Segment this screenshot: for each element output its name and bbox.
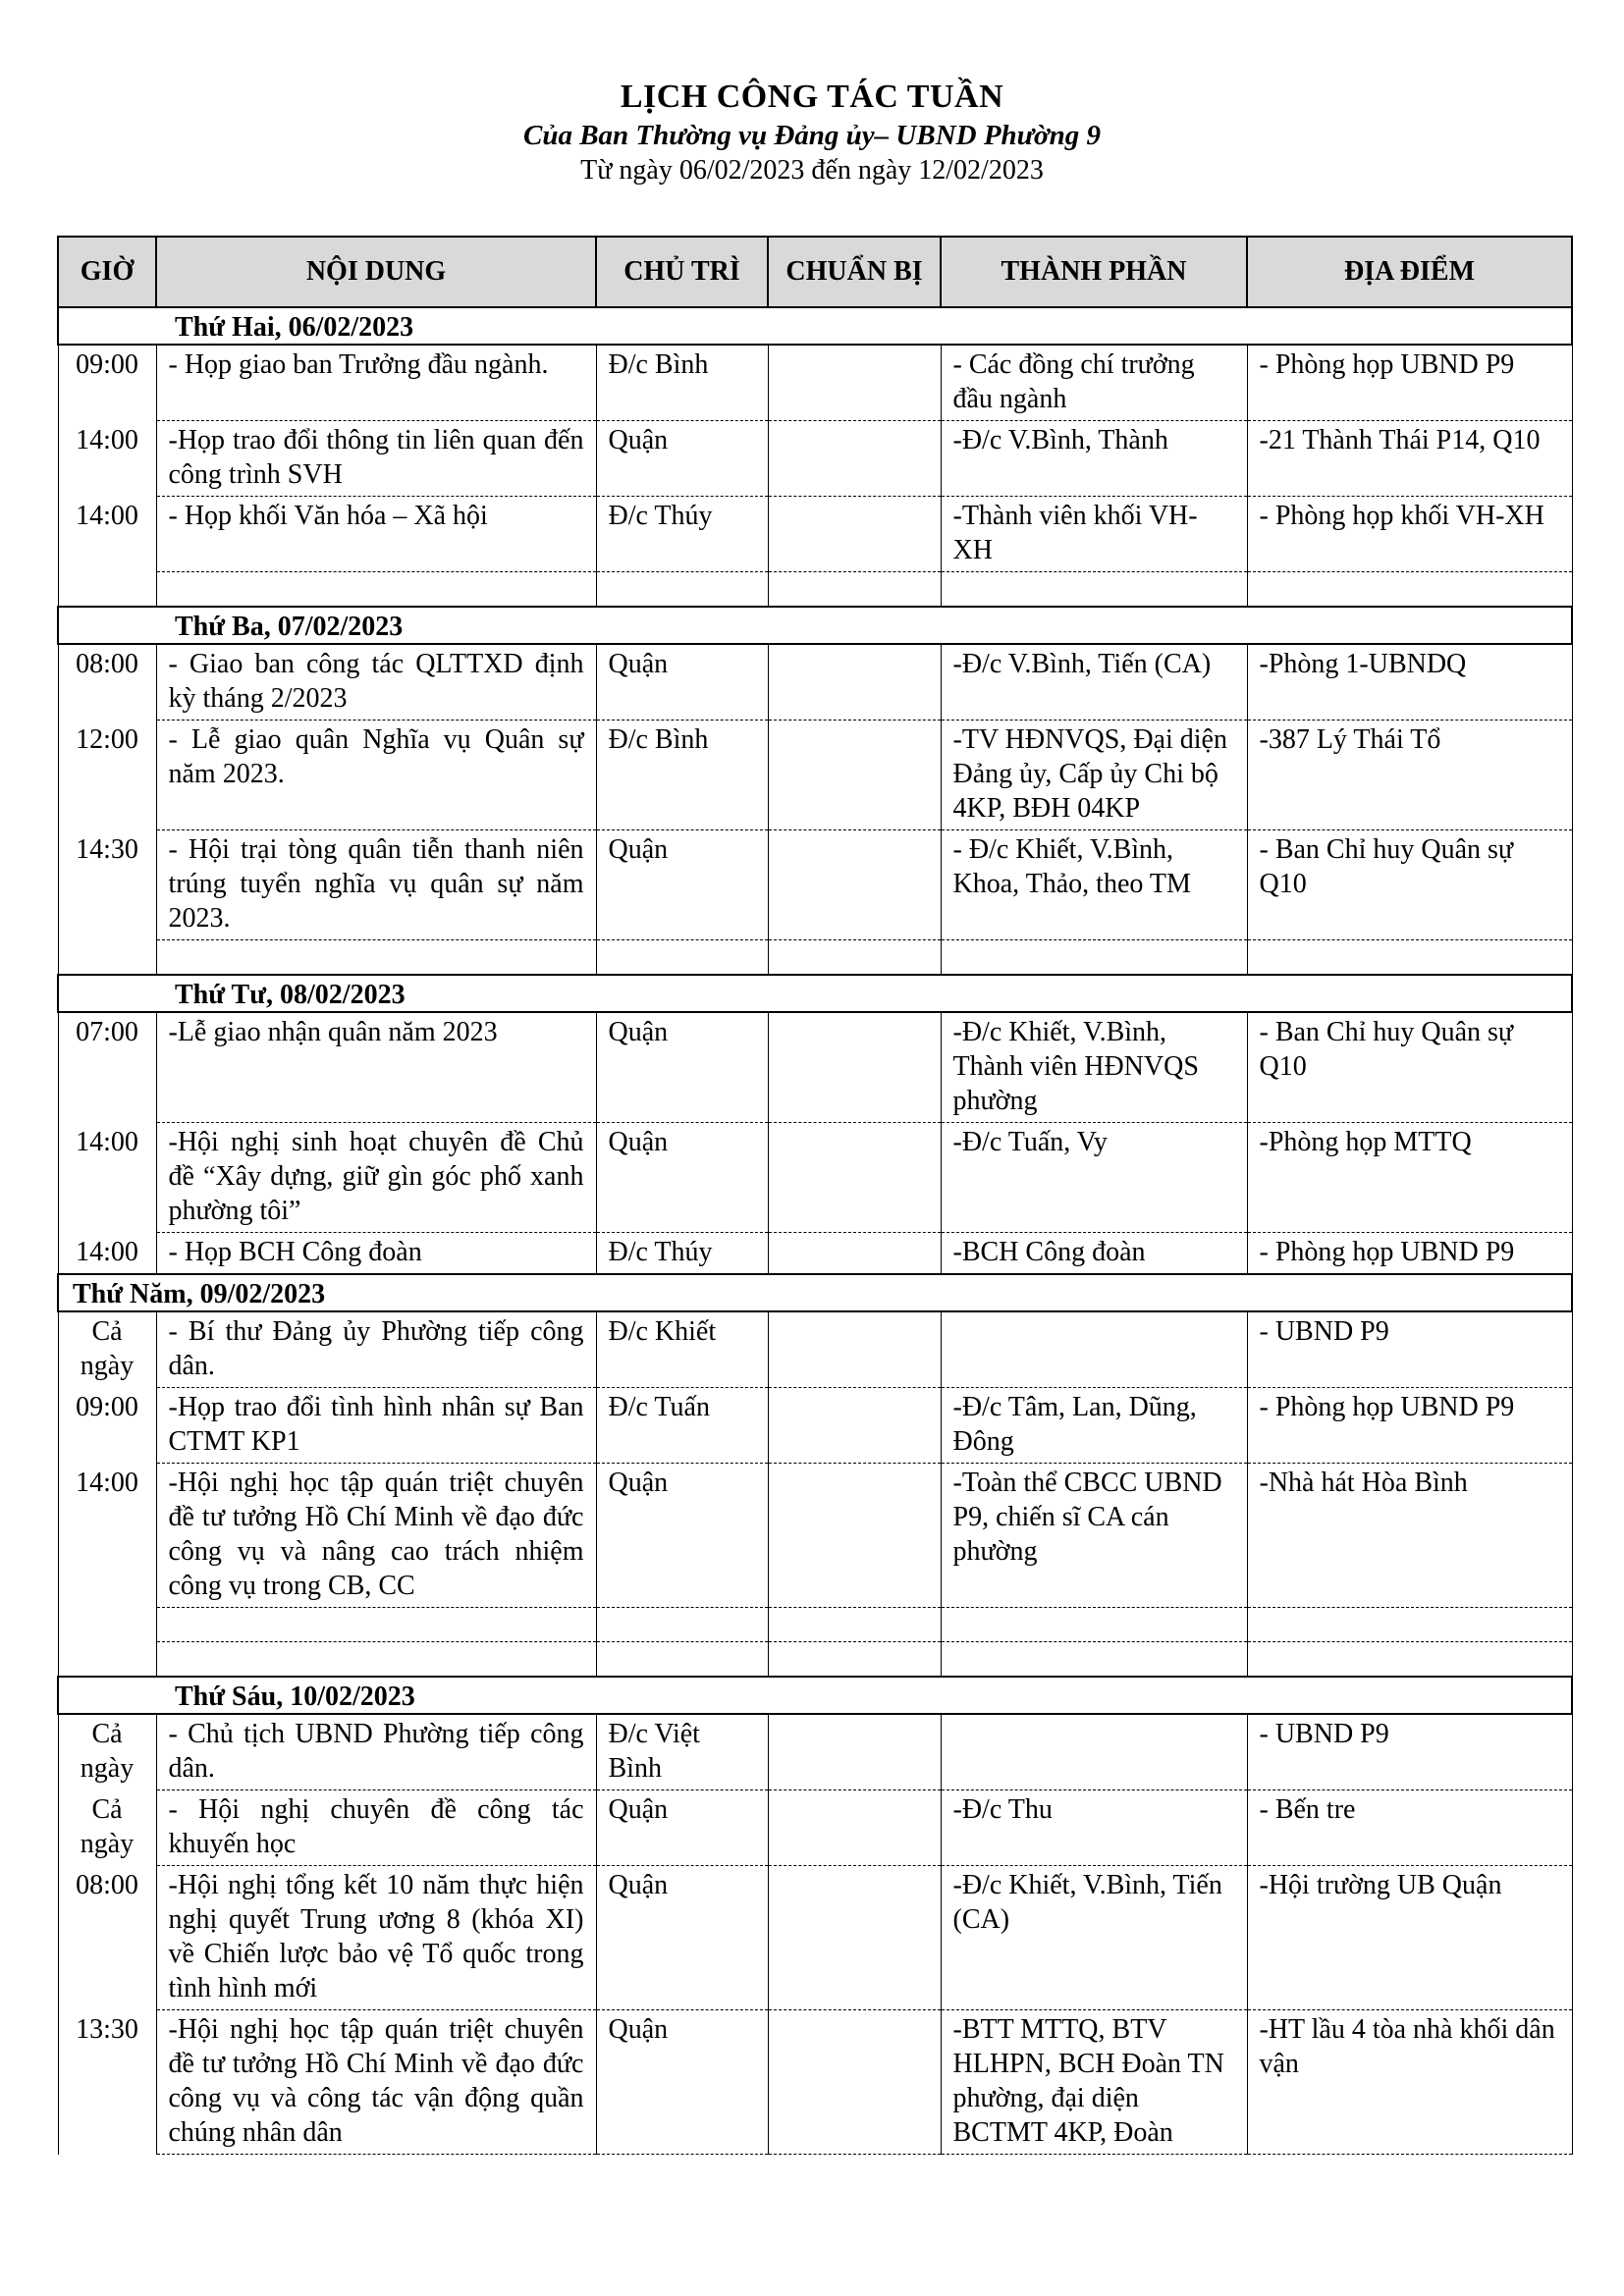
event-place: -Hội trường UB Quận [1247, 1866, 1572, 2010]
day-label: Thứ Năm, 09/02/2023 [73, 1279, 326, 1309]
day-row [58, 307, 1572, 345]
schedule-table [57, 236, 1573, 2155]
event-members: -Đ/c V.Bình, Tiến (CA) [941, 644, 1247, 721]
table-row [58, 830, 1572, 940]
event-members: -Đ/c Tâm, Lan, Dũng, Đông [941, 1388, 1247, 1464]
event-members: -TV HĐNVQS, Đại diện Đảng ủy, Cấp ủy Chi bộ 4KP, BĐH 04KP [941, 721, 1247, 830]
blank-row [58, 1608, 1572, 1642]
event-members [941, 1714, 1247, 1790]
event-content: - Hội trại tòng quân tiễn thanh niên trúng tuyển nghĩa vụ quân sự năm 2023. [156, 830, 596, 940]
event-prep [768, 644, 941, 721]
event-time: 14:00 [58, 497, 156, 572]
blank-row [58, 940, 1572, 976]
event-place: -21 Thành Thái P14, Q10 [1247, 421, 1572, 497]
table-row [58, 1123, 1572, 1233]
event-content: -Hội nghị học tập quán triệt chuyên đề tư tưởng Hồ Chí Minh về đạo đức công vụ và công tác vận động quần chúng nhân dân [156, 2010, 596, 2155]
table-row [58, 644, 1572, 721]
event-content: - Họp giao ban Trưởng đầu ngành. [156, 345, 596, 421]
blank-cell [596, 1642, 768, 1678]
blank-cell [768, 1642, 941, 1678]
blank-cell [156, 940, 596, 976]
event-prep [768, 1790, 941, 1866]
event-members: -Đ/c Khiết, V.Bình, Tiến (CA) [941, 1866, 1247, 2010]
header-chuan-bi: CHUẨN BỊ [768, 237, 941, 307]
event-place: -387 Lý Thái Tổ [1247, 721, 1572, 830]
event-place: -Nhà hát Hòa Bình [1247, 1464, 1572, 1608]
event-place: -Phòng 1-UBNDQ [1247, 644, 1572, 721]
event-chair: Quận [596, 2010, 768, 2155]
table-row [58, 1233, 1572, 1275]
blank-cell [768, 1608, 941, 1642]
day-row [58, 1677, 1572, 1714]
blank-cell [156, 1642, 596, 1678]
header-chu-tri: CHỦ TRÌ [596, 237, 768, 307]
table-row [58, 1714, 1572, 1790]
schedule-body [58, 307, 1572, 2155]
blank-cell [1247, 1608, 1572, 1642]
event-chair: Quận [596, 1123, 768, 1233]
event-time: 14:00 [58, 421, 156, 497]
event-place: - Phòng họp UBND P9 [1247, 345, 1572, 421]
event-place: - Phòng họp UBND P9 [1247, 1388, 1572, 1464]
event-place: - UBND P9 [1247, 1311, 1572, 1388]
event-prep [768, 1866, 941, 2010]
blank-cell [768, 940, 941, 976]
event-time: 09:00 [58, 345, 156, 421]
table-row [58, 1311, 1572, 1388]
event-chair: Đ/c Bình [596, 345, 768, 421]
document-header [0, 77, 1624, 188]
table-row [58, 2010, 1572, 2155]
event-content: - Chủ tịch UBND Phường tiếp công dân. [156, 1714, 596, 1790]
event-chair: Quận [596, 1012, 768, 1123]
table-row [58, 421, 1572, 497]
blank-cell [1247, 1642, 1572, 1678]
event-time: 14:00 [58, 1464, 156, 1608]
event-content: -Lễ giao nhận quân năm 2023 [156, 1012, 596, 1123]
table-row [58, 497, 1572, 572]
event-chair: Quận [596, 830, 768, 940]
event-time: 07:00 [58, 1012, 156, 1123]
blank-cell [58, 1642, 156, 1678]
event-content: - Họp khối Văn hóa – Xã hội [156, 497, 596, 572]
event-prep [768, 345, 941, 421]
event-members: - Đ/c Khiết, V.Bình, Khoa, Thảo, theo TM [941, 830, 1247, 940]
event-content: - Giao ban công tác QLTTXD định kỳ tháng 2/2023 [156, 644, 596, 721]
event-time: 14:30 [58, 830, 156, 940]
event-prep [768, 497, 941, 572]
event-content: - Hội nghị chuyên đề công tác khuyến học [156, 1790, 596, 1866]
event-prep [768, 1714, 941, 1790]
document-subtitle: Của Ban Thường vụ Đảng ủy– UBND Phường 9 [522, 120, 1101, 151]
header-noi-dung: NỘI DUNG [156, 237, 596, 307]
blank-cell [156, 572, 596, 608]
event-place: - Ban Chỉ huy Quân sự Q10 [1247, 1012, 1572, 1123]
blank-cell [768, 572, 941, 608]
blank-cell [1247, 572, 1572, 608]
blank-cell [941, 572, 1247, 608]
page-bottom-margin [0, 2211, 1624, 2296]
event-chair: Đ/c Khiết [596, 1311, 768, 1388]
table-row [58, 721, 1572, 830]
event-members: -Đ/c Thu [941, 1790, 1247, 1866]
event-prep [768, 1388, 941, 1464]
table-row [58, 1866, 1572, 2010]
event-place: - Phòng họp UBND P9 [1247, 1233, 1572, 1275]
event-members: -Đ/c V.Bình, Thành [941, 421, 1247, 497]
event-content: - Lễ giao quân Nghĩa vụ Quân sự năm 2023. [156, 721, 596, 830]
event-chair: Quận [596, 1790, 768, 1866]
day-row [58, 975, 1572, 1012]
blank-cell [156, 1608, 596, 1642]
event-time: 12:00 [58, 721, 156, 830]
blank-row [58, 1642, 1572, 1678]
event-members: -BCH Công đoàn [941, 1233, 1247, 1275]
blank-cell [596, 1608, 768, 1642]
blank-cell [596, 572, 768, 608]
event-prep [768, 1464, 941, 1608]
event-chair: Quận [596, 1866, 768, 2010]
blank-cell [941, 1608, 1247, 1642]
event-prep [768, 1233, 941, 1275]
event-content: -Hội nghị học tập quán triệt chuyên đề tư tưởng Hồ Chí Minh về đạo đức công vụ và nâng cao trách nhiệm công vụ trong CB, CC [156, 1464, 596, 1608]
event-time: 14:00 [58, 1123, 156, 1233]
event-chair: Đ/c Tuấn [596, 1388, 768, 1464]
event-members: - Các đồng chí trưởng đầu ngành [941, 345, 1247, 421]
header-dia-diem: ĐỊA ĐIỂM [1247, 237, 1572, 307]
event-content: - Bí thư Đảng ủy Phường tiếp công dân. [156, 1311, 596, 1388]
event-content: -Hội nghị tổng kết 10 năm thực hiện nghị quyết Trung ương 8 (khóa XI) về Chiến lược bảo vệ Tổ quốc trong tình hình mới [156, 1866, 596, 2010]
event-place: -HT lầu 4 tòa nhà khối dân vận [1247, 2010, 1572, 2155]
event-members [941, 1311, 1247, 1388]
event-chair: Đ/c Việt Bình [596, 1714, 768, 1790]
event-members: -Toàn thể CBCC UBND P9, chiến sĩ CA cán phường [941, 1464, 1247, 1608]
day-row [58, 607, 1572, 644]
blank-cell [58, 572, 156, 608]
event-content: -Họp trao đổi thông tin liên quan đến công trình SVH [156, 421, 596, 497]
event-prep [768, 421, 941, 497]
blank-cell [941, 940, 1247, 976]
day-label: Thứ Hai, 06/02/2023 [175, 312, 414, 343]
day-label: Thứ Tư, 08/02/2023 [175, 980, 406, 1010]
event-place: - Bến tre [1247, 1790, 1572, 1866]
blank-cell [58, 1608, 156, 1642]
event-prep [768, 1012, 941, 1123]
event-members: -BTT MTTQ, BTV HLHPN, BCH Đoàn TN phường, đại diện BCTMT 4KP, Đoàn [941, 2010, 1247, 2155]
table-row [58, 1790, 1572, 1866]
event-place: -Phòng họp MTTQ [1247, 1123, 1572, 1233]
event-content: -Họp trao đổi tình hình nhân sự Ban CTMT KP1 [156, 1388, 596, 1464]
event-time: Cả ngày [58, 1790, 156, 1866]
event-members: -Đ/c Tuấn, Vy [941, 1123, 1247, 1233]
event-time: Cả ngày [58, 1311, 156, 1388]
table-row [58, 1464, 1572, 1608]
event-content: - Họp BCH Công đoàn [156, 1233, 596, 1275]
event-prep [768, 721, 941, 830]
event-place: - Ban Chỉ huy Quân sự Q10 [1247, 830, 1572, 940]
event-time: 08:00 [58, 1866, 156, 2010]
event-time: Cả ngày [58, 1714, 156, 1790]
event-chair: Đ/c Bình [596, 721, 768, 830]
blank-cell [1247, 940, 1572, 976]
blank-cell [58, 940, 156, 976]
day-label: Thứ Sáu, 10/02/2023 [175, 1682, 415, 1712]
event-time: 14:00 [58, 1233, 156, 1275]
event-prep [768, 2010, 941, 2155]
event-members: -Thành viên khối VH-XH [941, 497, 1247, 572]
blank-cell [941, 1642, 1247, 1678]
table-row [58, 345, 1572, 421]
day-row [58, 1274, 1572, 1311]
event-chair: Đ/c Thúy [596, 497, 768, 572]
document-title: LỊCH CÔNG TÁC TUẦN [620, 79, 1004, 115]
blank-cell [596, 940, 768, 976]
event-time: 08:00 [58, 644, 156, 721]
blank-row [58, 572, 1572, 608]
header-gio: GIỜ [58, 237, 156, 307]
event-time: 09:00 [58, 1388, 156, 1464]
table-row [58, 1388, 1572, 1464]
header-thanh-phan: THÀNH PHẦN [941, 237, 1247, 307]
event-chair: Quận [596, 421, 768, 497]
event-prep [768, 1311, 941, 1388]
event-chair: Đ/c Thúy [596, 1233, 768, 1275]
table-row [58, 1012, 1572, 1123]
date-range: Từ ngày 06/02/2023 đến ngày 12/02/2023 [580, 155, 1044, 186]
event-content: -Hội nghị sinh hoạt chuyên đề Chủ đề “Xây dựng, giữ gìn góc phố xanh phường tôi” [156, 1123, 596, 1233]
event-prep [768, 830, 941, 940]
event-prep [768, 1123, 941, 1233]
event-chair: Quận [596, 1464, 768, 1608]
event-chair: Quận [596, 644, 768, 721]
day-label: Thứ Ba, 07/02/2023 [175, 612, 404, 642]
event-time: 13:30 [58, 2010, 156, 2155]
event-place: - Phòng họp khối VH-XH [1247, 497, 1572, 572]
event-place: - UBND P9 [1247, 1714, 1572, 1790]
table-header-row [58, 237, 1572, 307]
event-members: -Đ/c Khiết, V.Bình, Thành viên HĐNVQS phường [941, 1012, 1247, 1123]
